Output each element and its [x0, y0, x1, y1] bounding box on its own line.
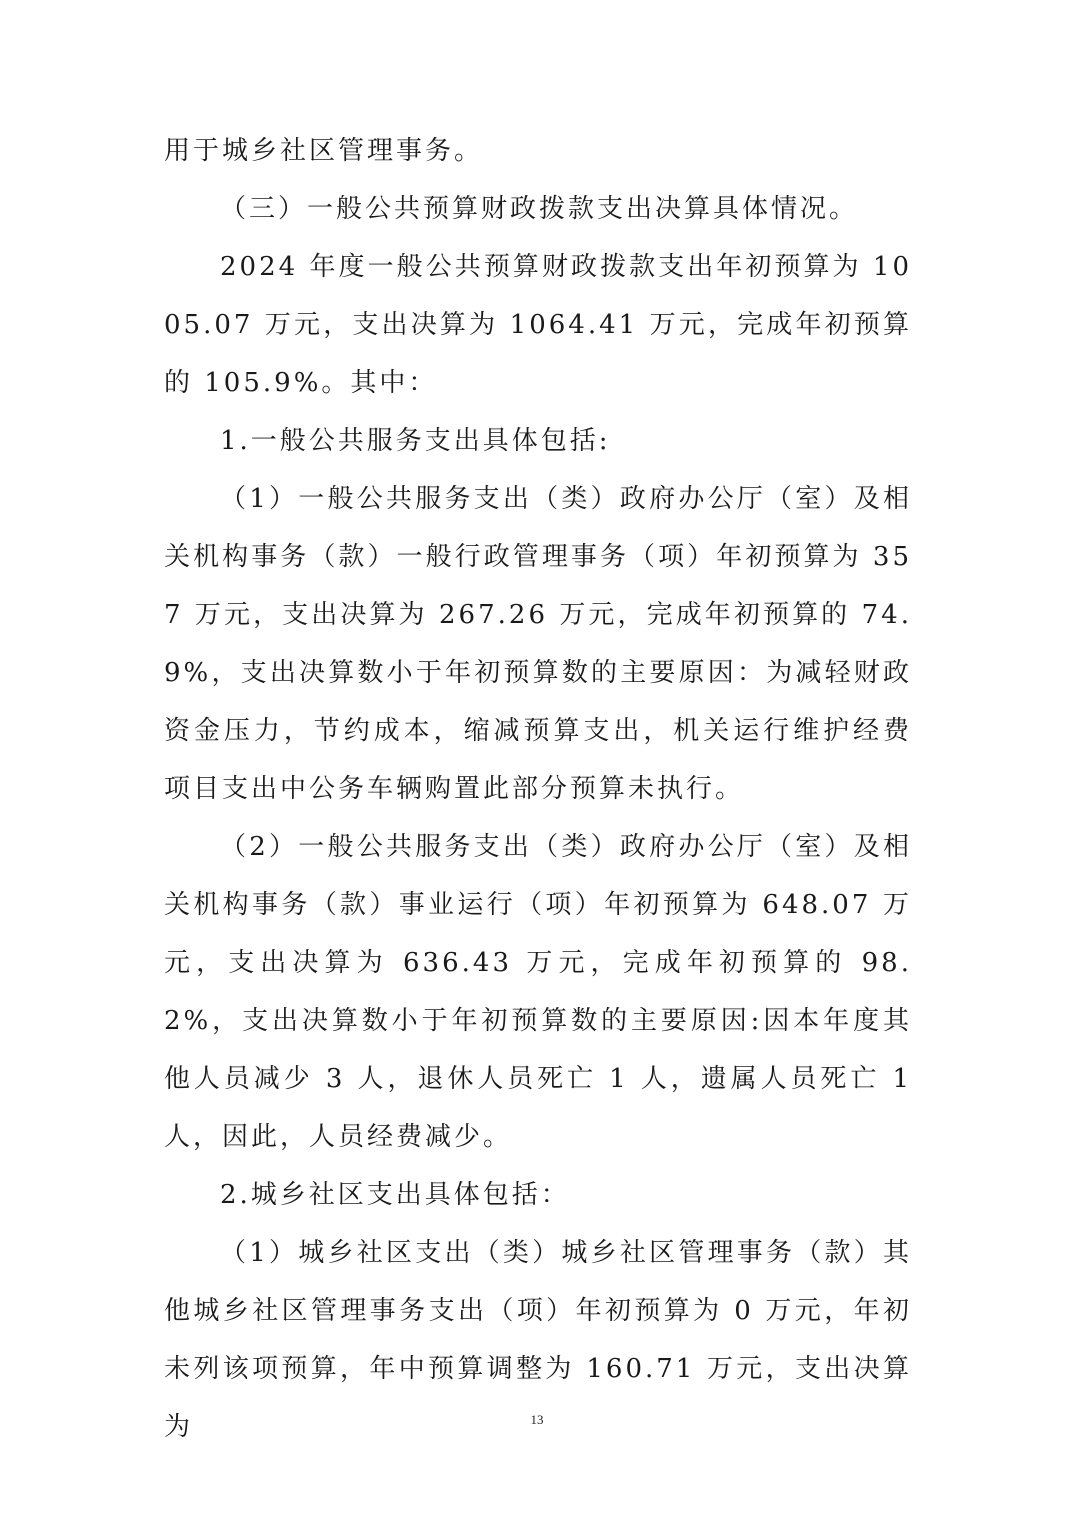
document-body: [164, 122, 912, 1456]
paragraph-continuation: 用于城乡社区管理事务。: [164, 136, 484, 166]
paragraph-item-1-1: （1）一般公共服务支出（类）政府办公厅（室）及相关机构事务（款）一般行政管理事务（项）年初预算为 357 万元，支出决算为 267.26 万元，完成年初预算的 74.9%，支出决算数小于年初预算数的主要原因：为减轻财政资金压力，节约成本，缩减预算支出，机关运行维护经费项目支出中公务车辆购置此部分预算未执行。: [164, 484, 912, 804]
subsection-heading-general-public-services: 1.一般公共服务支出具体包括:: [220, 426, 611, 456]
paragraph-item-2-1: （1）城乡社区支出（类）城乡社区管理事务（款）其他城乡社区管理事务支出（项）年初预算为 0 万元，年初未列该项预算，年中预算调整为 160.71 万元，支出决算为: [164, 1238, 912, 1442]
subsection-heading-urban-rural-community: 2.城乡社区支出具体包括：: [220, 1180, 570, 1210]
section-heading: （三）一般公共预算财政拨款支出决算具体情况。: [220, 194, 859, 224]
paragraph-summary: 2024 年度一般公共预算财政拨款支出年初预算为 1005.07 万元，支出决算为 1064.41 万元，完成年初预算的 105.9%。其中：: [164, 252, 912, 398]
page-number: 13: [530, 1412, 544, 1427]
paragraph-item-1-2: （2）一般公共服务支出（类）政府办公厅（室）及相关机构事务（款）事业运行（项）年初预算为 648.07 万元，支出决算为 636.43 万元，完成年初预算的 98.2%，支出决算数小于年初预算数的主要原因:因本年度其他人员减少 3 人，退休人员死亡 1 人，遗属人员死亡 1 人，因此，人员经费减少。: [164, 832, 912, 1152]
